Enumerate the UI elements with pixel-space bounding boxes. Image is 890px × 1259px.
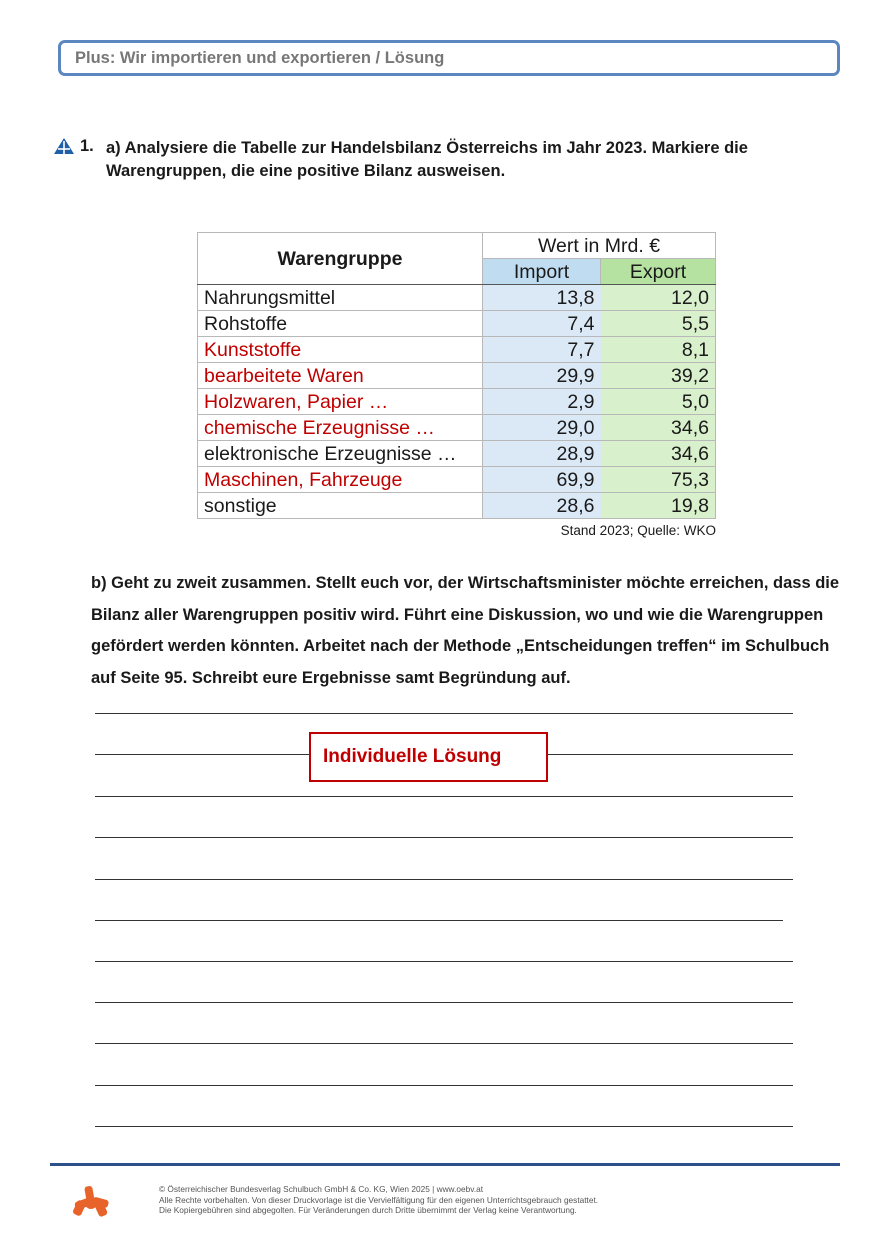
row-export-value: 5,0 — [601, 389, 716, 415]
row-import-value: 69,9 — [483, 467, 601, 493]
answer-line — [95, 961, 793, 962]
row-group-name: Nahrungsmittel — [198, 285, 483, 311]
row-group-name: Maschinen, Fahrzeuge — [198, 467, 483, 493]
table-row — [198, 441, 716, 467]
row-import-value: 2,9 — [483, 389, 601, 415]
table-source: Stand 2023; Quelle: WKO — [560, 523, 716, 538]
row-group-name: Rohstoffe — [198, 311, 483, 337]
row-import-value: 7,4 — [483, 311, 601, 337]
footer-line-3: Die Kopiergebühren sind abgegolten. Für Veränderungen durch Dritte übernimmt der Verlag keine Verantwortung. — [159, 1205, 577, 1215]
trade-balance-table — [197, 232, 716, 519]
row-export-value: 19,8 — [601, 493, 716, 519]
triangle-level-icon — [54, 138, 74, 154]
answer-line — [95, 879, 793, 880]
row-export-value: 75,3 — [601, 467, 716, 493]
row-group-name: sonstige — [198, 493, 483, 519]
answer-line — [95, 1043, 793, 1044]
answer-line — [95, 1002, 793, 1003]
table-row — [198, 467, 716, 493]
row-export-value: 39,2 — [601, 363, 716, 389]
table-row — [198, 493, 716, 519]
table-row — [198, 363, 716, 389]
row-group-name: Holzwaren, Papier … — [198, 389, 483, 415]
table-row — [198, 285, 716, 311]
oebv-star-logo-icon — [72, 1184, 110, 1222]
row-group-name: Kunststoffe — [198, 337, 483, 363]
row-import-value: 29,0 — [483, 415, 601, 441]
page-title: Plus: Wir importieren und exportieren / Lösung — [75, 48, 445, 67]
answer-line — [95, 837, 793, 838]
header-box — [58, 40, 840, 76]
header-warengruppe: Warengruppe — [198, 233, 483, 285]
footer-divider — [50, 1163, 840, 1166]
row-export-value: 12,0 — [601, 285, 716, 311]
header-import: Import — [483, 259, 601, 285]
answer-line — [95, 713, 793, 714]
row-export-value: 5,5 — [601, 311, 716, 337]
header-wert: Wert in Mrd. € — [483, 233, 716, 259]
row-export-value: 34,6 — [601, 441, 716, 467]
footer-copyright — [159, 1184, 799, 1216]
row-group-name: elektronische Erzeugnisse … — [198, 441, 483, 467]
answer-line — [95, 1085, 793, 1086]
answer-line — [95, 1126, 793, 1127]
row-import-value: 29,9 — [483, 363, 601, 389]
row-import-value: 7,7 — [483, 337, 601, 363]
solution-box — [309, 732, 548, 782]
answer-line — [95, 796, 793, 797]
table-row — [198, 311, 716, 337]
footer-line-1: © Österreichischer Bundesverlag Schulbuch GmbH & Co. KG, Wien 2025 | www.oebv.at — [159, 1184, 483, 1194]
row-group-name: chemische Erzeugnisse … — [198, 415, 483, 441]
task-1b-text: b) Geht zu zweit zusammen. Stellt euch vor, der Wirtschaftsminister möchte erreichen, dass die Bilanz aller Warengruppen positiv wird. Führt eine Diskussion, wo und wie die Warengruppen gefördert werden könnten. Arbeitet nach der Methode „Entscheidungen treffen“ im Schulbuch auf Seite 95. Schreibt eure Ergebnisse samt Begründung auf. — [91, 574, 840, 687]
row-export-value: 8,1 — [601, 337, 716, 363]
row-import-value: 28,6 — [483, 493, 601, 519]
table-row — [198, 389, 716, 415]
table-row — [198, 415, 716, 441]
row-export-value: 34,6 — [601, 415, 716, 441]
footer-line-2: Alle Rechte vorbehalten. Von dieser Druckvorlage ist die Vervielfältigung für den eigenen Unterrichtsgebrauch gestattet. — [159, 1194, 599, 1205]
row-import-value: 13,8 — [483, 285, 601, 311]
task-1a-text: a) Analysiere die Tabelle zur Handelsbilanz Österreichs im Jahr 2023. Markiere die Warengruppen, die eine positive Bilanz ausweisen. — [106, 139, 748, 180]
task-number: 1. — [80, 137, 94, 155]
answer-line — [95, 920, 783, 921]
row-import-value: 28,9 — [483, 441, 601, 467]
table-row — [198, 337, 716, 363]
solution-label: Individuelle Lösung — [323, 746, 502, 767]
row-group-name: bearbeitete Waren — [198, 363, 483, 389]
header-export: Export — [601, 259, 716, 285]
